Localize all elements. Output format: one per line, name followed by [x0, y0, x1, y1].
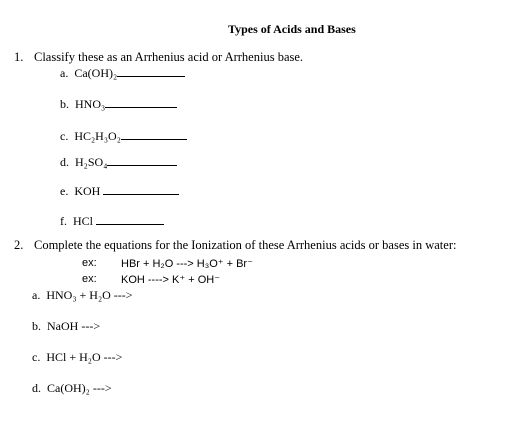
question-2-text: Complete the equations for the Ionization of these Arrhenius acids or bases in water: [34, 238, 457, 252]
q1-item-e-answer-blank[interactable] [103, 184, 179, 195]
q1-item-a [60, 66, 185, 81]
q1-item-f-letter: f. [60, 214, 67, 228]
q2-item-d-letter: d. [32, 381, 41, 395]
q1-item-d-letter: d. [60, 155, 69, 169]
q2-item-a-text: HNO₃ + H₂O ---> [46, 288, 133, 302]
example-2-equation: KOH ----> K⁺ + OH⁻ [121, 274, 221, 286]
question-2-number: 2. [14, 238, 24, 252]
q2-item-a-letter: a. [32, 288, 41, 302]
q1-item-c-text: HC₂H₃O₂ [74, 129, 121, 143]
q1-item-d [60, 155, 177, 170]
q1-item-f-text: HCl [73, 214, 94, 228]
example-1 [82, 257, 97, 269]
q1-item-b-answer-blank[interactable] [105, 97, 177, 108]
question-1 [14, 50, 303, 65]
q2-item-b-letter: b. [32, 319, 41, 333]
q2-item-b [32, 319, 100, 334]
example-1-equation: HBr + H₂O ---> H₃O⁺ + Br⁻ [121, 258, 253, 270]
question-1-text: Classify these as an Arrhenius acid or Arrhenius base. [34, 50, 304, 64]
q1-item-e-letter: e. [60, 184, 69, 198]
question-2 [14, 238, 456, 253]
q1-item-a-letter: a. [60, 66, 69, 80]
q1-item-f-answer-blank[interactable] [96, 214, 164, 225]
q1-item-a-text: Ca(OH)₂ [74, 66, 118, 80]
q1-item-c-answer-blank[interactable] [121, 129, 187, 140]
q1-item-b-letter: b. [60, 97, 69, 111]
q1-item-c [60, 129, 187, 144]
q2-item-c [32, 350, 122, 365]
q2-item-a [32, 288, 133, 303]
q1-item-e-text: KOH [74, 184, 101, 198]
q1-item-b-text: HNO₃ [75, 97, 106, 111]
q1-item-a-answer-blank[interactable] [117, 66, 185, 77]
q1-item-f [60, 214, 164, 229]
q2-item-c-letter: c. [32, 350, 41, 364]
q1-item-d-text: H₂SO₄ [75, 155, 108, 169]
q1-item-d-answer-blank[interactable] [107, 155, 177, 166]
example-2-label: ex: [82, 273, 97, 285]
q2-item-d-text: Ca(OH)₂ ---> [47, 381, 112, 395]
q2-item-b-text: NaOH ---> [47, 319, 101, 333]
q1-item-c-letter: c. [60, 129, 69, 143]
example-2 [82, 273, 97, 285]
example-1-label: ex: [82, 257, 97, 269]
q1-item-e [60, 184, 179, 199]
q2-item-c-text: HCl + H₂O ---> [46, 350, 123, 364]
question-1-number: 1. [14, 50, 24, 64]
page-title: Types of Acids and Bases [228, 22, 356, 36]
q1-item-b [60, 97, 177, 112]
q2-item-d [32, 381, 112, 396]
